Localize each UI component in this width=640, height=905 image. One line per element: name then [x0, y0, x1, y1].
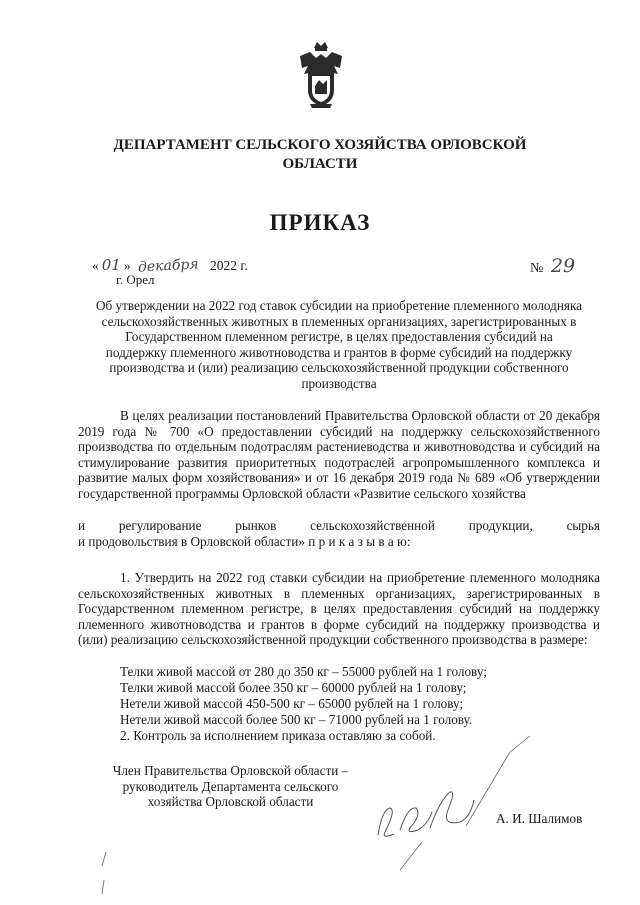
department-name-line1: ДЕПАРТАМЕНТ СЕЛЬСКОГО ХОЗЯЙСТВА ОРЛОВСКОЙ [113, 137, 527, 153]
pen-mark-icon [96, 850, 112, 900]
rate-item: Телки живой массой от 280 до 350 кг – 55000 рублей на 1 голову; [120, 664, 487, 679]
date-year: 2022 г. [210, 258, 248, 273]
rate-item: Нетели живой массой более 500 кг – 71000 рублей на 1 голову. [120, 712, 473, 727]
number-handwritten: 29 [550, 255, 576, 277]
date-month-handwritten: декабря [137, 256, 200, 276]
rate-item: Нетели живой массой 450-500 кг – 65000 рублей на 1 голову; [120, 696, 464, 711]
order-item-1: 1. Утвердить на 2022 год ставки субсидии на приобретение племенного молодняка сельскохозяйственных животных в племенных организациях, зарегистрированных в Государственном племенном регистре, в целях предоставления субсидий на поддержку племенного животноводства и грантов в форме субсидий на поддержку производства и (или) реализацию сельскохозяйственной продукции собственного производства в размере: [78, 570, 600, 648]
order-subject: Об утверждении на 2022 год ставок субсидии на приобретение племенного молодняка сельскохозяйственных животных в племенных организациях, зарегистрированных в Государственном племенном регистре, в целях предоставления субсидий на поддержку племенного животноводства и грантов в форме субсидий на поддержку производства и (или) реализацию сельскохозяйственной продукции собственного производства [95, 298, 583, 391]
order-date: « 01 » декабря 2022 г. [92, 256, 248, 276]
department-name-line2: ОБЛАСТИ [282, 156, 358, 172]
handwritten-signature-icon [370, 730, 550, 870]
order-item-2: 2. Контроль за исполнением приказа оставляю за собой. [120, 728, 436, 743]
preamble-paragraph: В целях реализации постановлений Правительства Орловской области от 20 декабря 2019 года № 700 «О предоставлении субсидий на поддержку сельскохозяйственного производства по отдельным подотраслям растениеводства и животноводства и субсидий на стимулирование развития приоритетных подотраслей агропромышленного комплекса и развитие малых форм хозяйствования» и от 16 декабря 2019 года № 689 «Об утверждении государственной программы Орловской области «Развитие сельского хозяйства [78, 408, 600, 501]
rate-item: Телки живой массой более 350 кг – 60000 рублей на 1 голову; [120, 680, 467, 695]
order-city: г. Орел [116, 272, 155, 287]
preamble-spaced-line: и регулирование рынков сельскохозяйственной продукции, сырья [78, 518, 600, 533]
signatory-name: А. И. Шалимов [496, 811, 583, 826]
document-title: ПРИКАЗ [269, 210, 371, 235]
signatory-position: Член Правительства Орловской области – руководитель Департамента сельского хозяйства Орловской области [112, 763, 349, 810]
order-number: № 29 [530, 255, 576, 277]
preamble-last-line: и продовольствия в Орловской области» п р и к а з ы в а ю: [78, 534, 411, 549]
date-day-handwritten: 01 [101, 256, 121, 274]
coat-of-arms-icon [296, 38, 346, 110]
